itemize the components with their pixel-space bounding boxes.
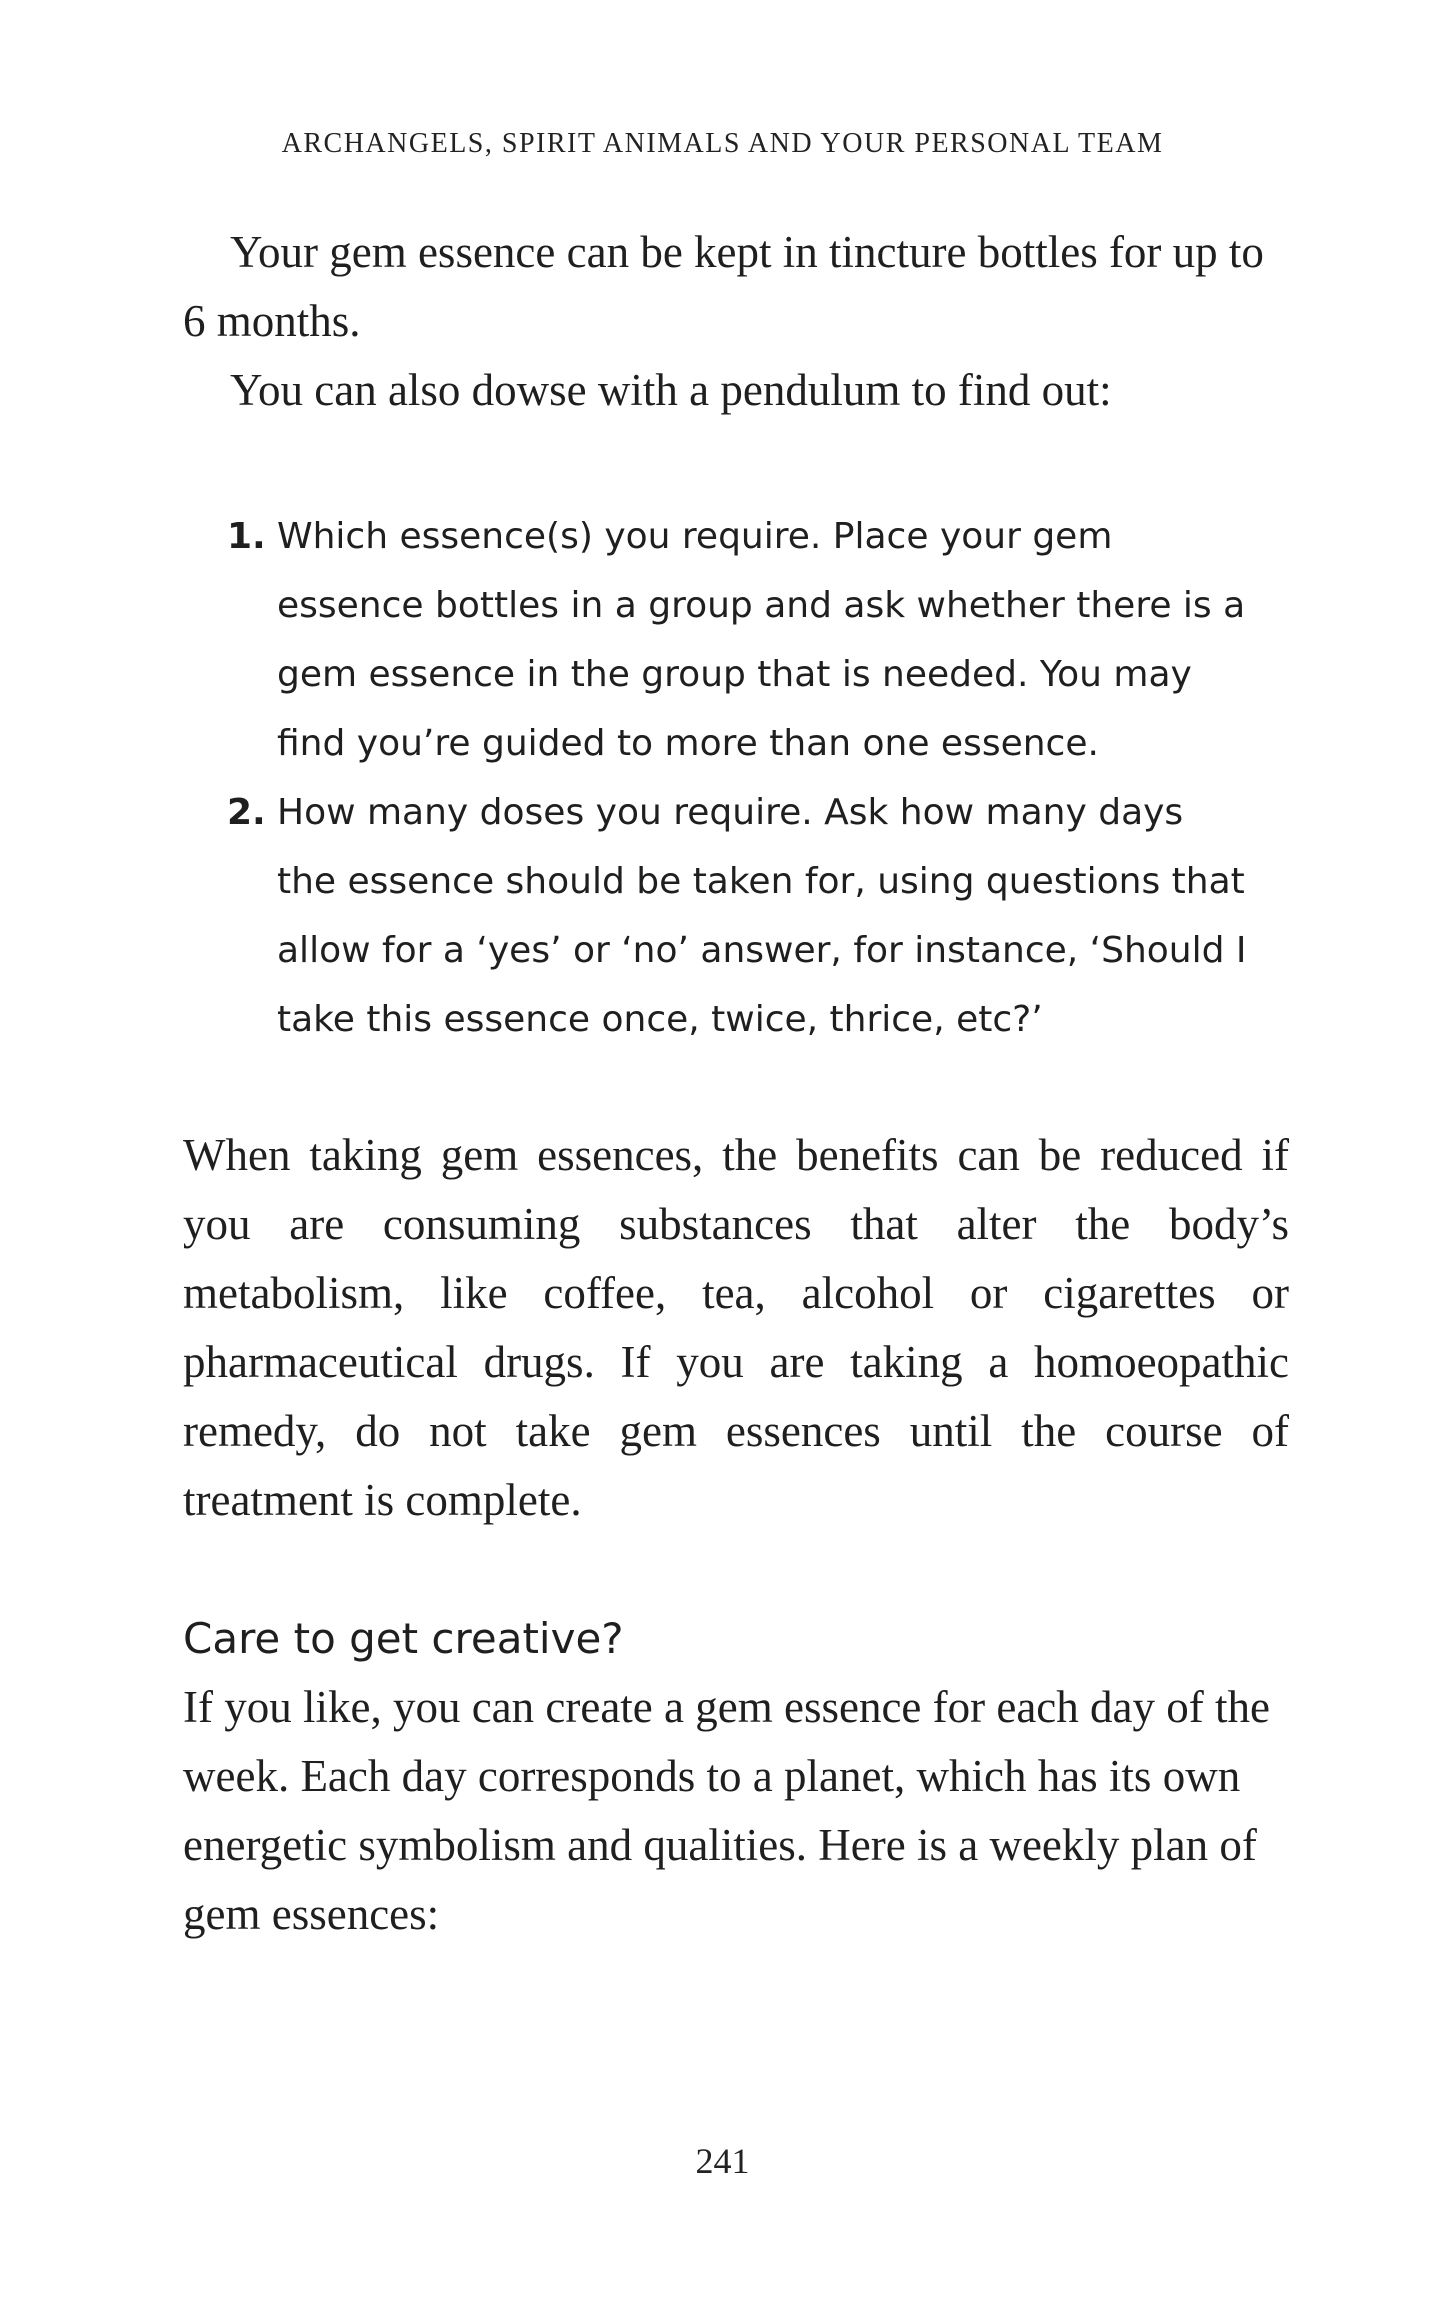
list-item-number: 2. [227,792,266,833]
running-head: ARCHANGELS, SPIRIT ANIMALS AND YOUR PERSONAL TEAM [281,128,1164,159]
list-item-text: How many doses you require. Ask how many days the essence should be taken for, using questions that allow for a ‘yes’ or ‘no’ answer, for instance, ‘Should I take this essence once, twice, thrice, etc?’ [277,792,1247,1040]
list-item-text: Which essence(s) you require. Place your gem essence bottles in a group and ask whether there is a gem essence in the group that is needed. You may find you’re guided to more than one essence. [277,516,1246,764]
section-heading: Care to get creative? [183,1614,624,1663]
section-paragraph: If you like, you can create a gem essence for each day of the week. Each day corresponds to a planet, which has its own energetic symbolism and qualities. Here is a weekly plan of gem essences: [183,1682,1270,1939]
intro-paragraph-2: You can also dowse with a pendulum to find out: [230,365,1112,415]
list-item-number: 1. [227,516,266,557]
warning-paragraph: When taking gem essences, the benefits can be reduced if you are consuming substances that alter the body’s metabolism, like coffee, tea, alcohol or cigarettes or pharmaceutical drugs. If you are taking a homoeopathic remedy, do not take gem essences until the course of treatment is complete. [183,1130,1289,1525]
list-item [183,778,1289,1054]
intro-paragraph-1: Your gem essence can be kept in tincture bottles for up to 6 months. [183,227,1264,346]
list-item [183,502,1289,778]
page-number: 241 [695,2141,750,2181]
pendulum-question-list [183,502,1289,1054]
